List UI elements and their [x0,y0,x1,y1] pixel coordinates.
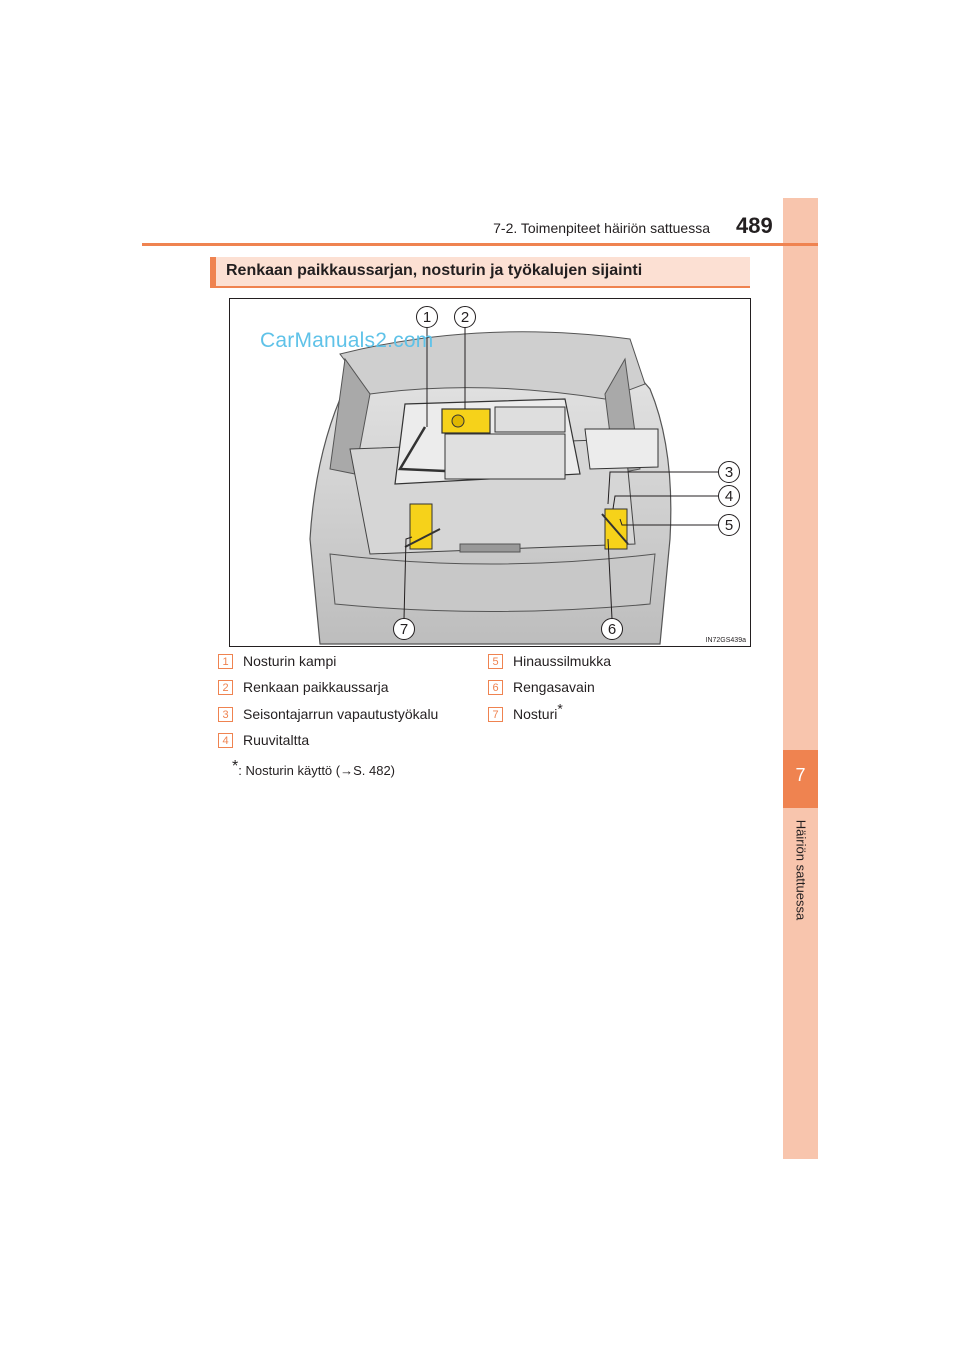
footnote-text[interactable]: : Nosturin käyttö (→S. 482) [238,763,396,778]
callout-5: 5 [718,514,740,536]
figure-code: IN72GS439a [705,637,746,644]
legend-number: 1 [218,654,233,669]
legend-item [218,730,309,750]
section-heading: Renkaan paikkaussarjan, nosturin ja työkalujen sijainti [226,262,643,279]
chapter-number: 7 [795,765,806,785]
footnote [232,758,395,778]
page-number: 489 [736,213,773,238]
legend-item [218,677,389,697]
legend-label: Nosturi [513,706,558,722]
legend-number: 7 [488,707,503,722]
legend-label: Hinaussilmukka [513,653,612,669]
footnote-mark: * [232,758,239,775]
callout-2: 2 [454,306,476,328]
legend-number: 3 [218,707,233,722]
legend-label: Nosturin kampi [243,653,337,669]
legend-number: 4 [218,733,233,748]
side-tab-strip [783,198,818,1159]
legend-label: Ruuvitaltta [243,732,310,748]
chapter-title: Häiriön sattuessa [793,819,809,921]
legend-number: 5 [488,654,503,669]
callout-7: 7 [393,618,415,640]
legend-label: Seisontajarrun vapautustyökalu [243,706,439,722]
legend-number: 2 [218,680,233,695]
callout-1: 1 [416,306,438,328]
header-rule [142,243,818,246]
callout-3: 3 [718,461,740,483]
legend-label: Rengasavain [513,679,595,695]
chapter-tab[interactable] [783,750,818,808]
watermark: CarManuals2.com [260,329,434,352]
legend-item [488,700,563,724]
section-heading-accent [210,257,216,288]
trunk-illustration [229,298,751,647]
legend-item [488,677,595,697]
legend-asterisk: * [557,700,563,717]
legend-item [218,704,438,724]
legend-number: 6 [488,680,503,695]
callout-4: 4 [718,485,740,507]
running-header: 7-2. Toimenpiteet häiriön sattuessa [493,220,710,236]
legend-label: Renkaan paikkaussarja [243,679,389,695]
legend-item [218,651,336,671]
callout-6: 6 [601,618,623,640]
legend-item [488,651,611,671]
